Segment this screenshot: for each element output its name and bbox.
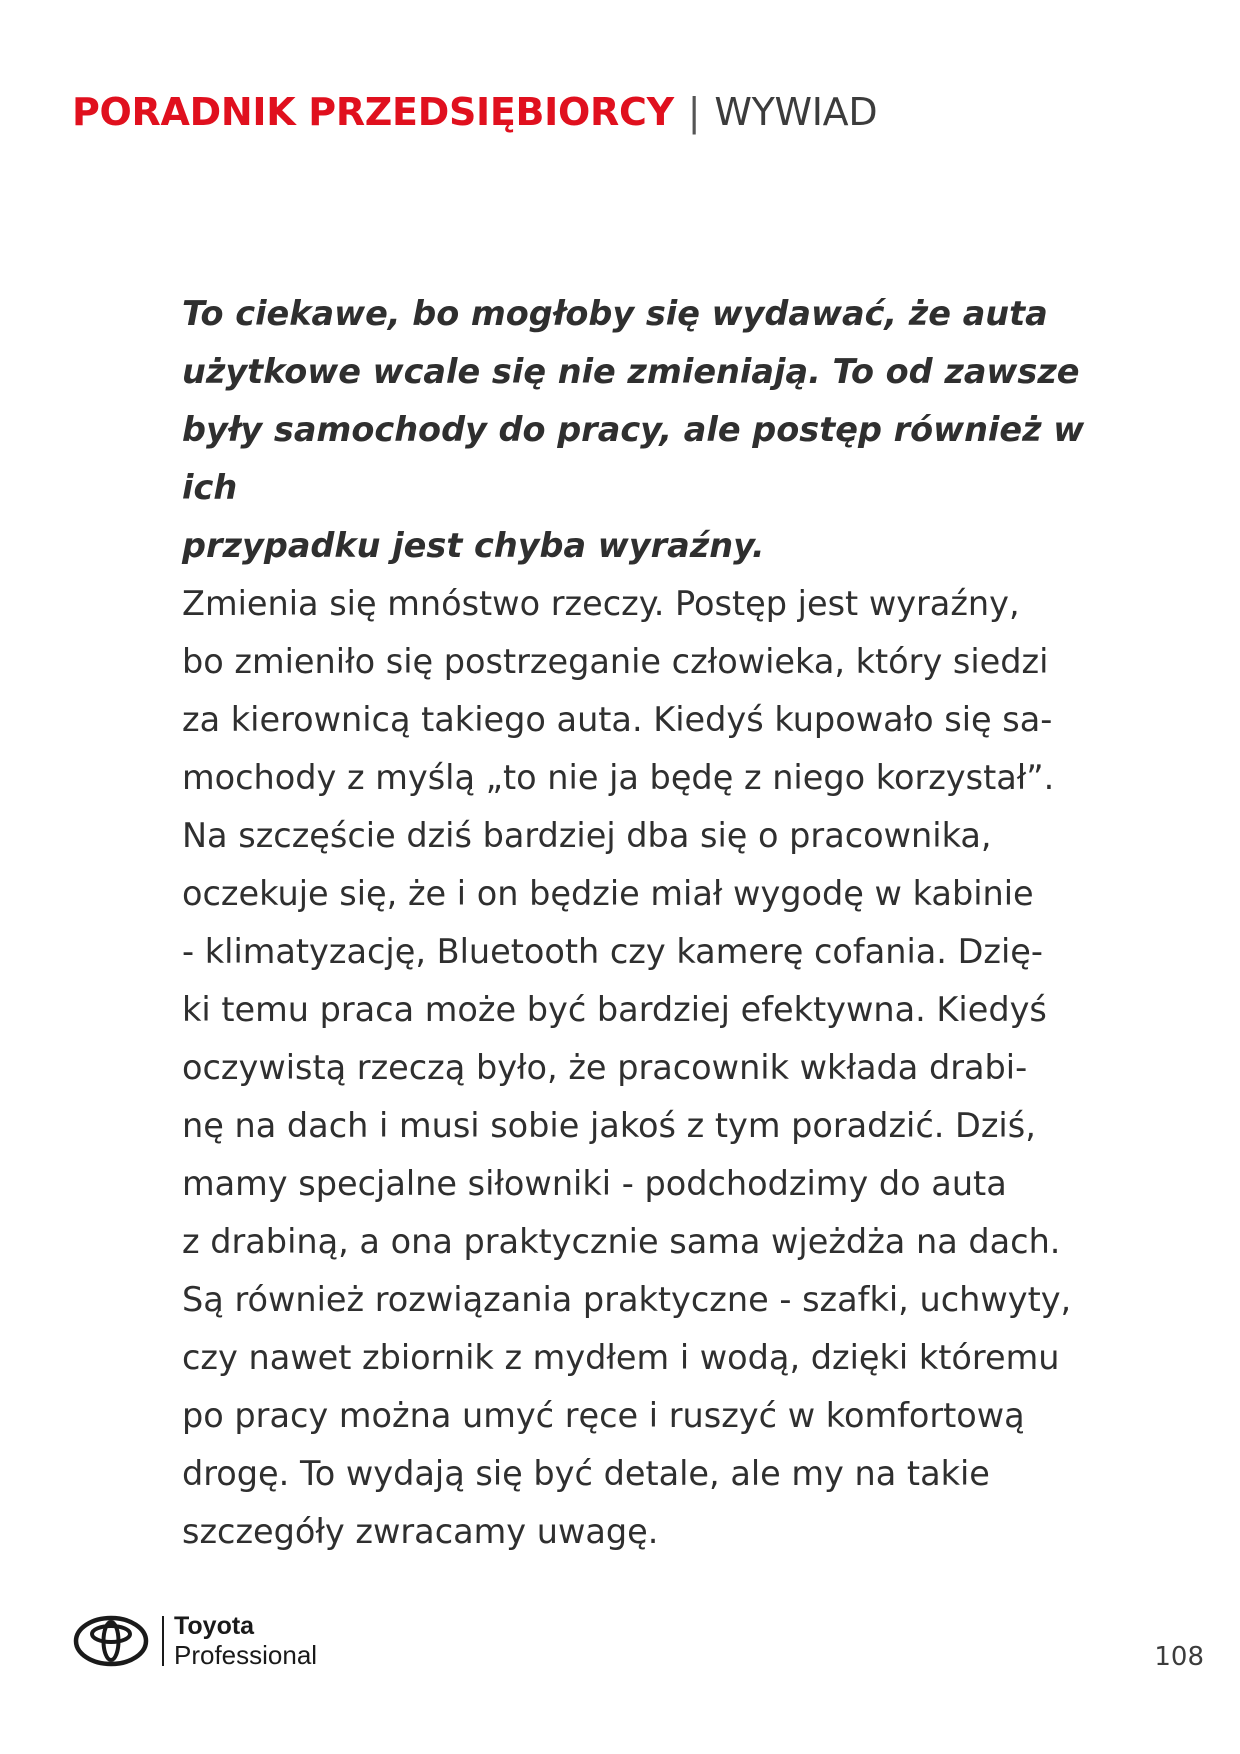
article-body bbox=[182, 285, 1122, 1561]
brand-line: Professional bbox=[174, 1640, 318, 1670]
page-header bbox=[72, 88, 877, 136]
header-separator: | bbox=[687, 90, 701, 134]
answer-line: szczegóły zwracamy uwagę. bbox=[182, 1512, 659, 1551]
answer-line: po pracy można umyć ręce i ruszyć w komfortową bbox=[182, 1396, 1025, 1435]
question-line: użytkowe wcale się nie zmieniają. To od zawsze bbox=[182, 352, 1080, 391]
question-line: były samochody do pracy, ale postęp również w ich bbox=[182, 410, 1085, 507]
brand-name: Toyota bbox=[174, 1612, 255, 1640]
answer-line: oczywistą rzeczą było, że pracownik wkłada drabi- bbox=[182, 1048, 1028, 1087]
toyota-professional-logo bbox=[72, 1612, 317, 1670]
answer-line: z drabiną, a ona praktycznie sama wjeżdża na dach. bbox=[182, 1222, 1061, 1261]
section-title: PORADNIK PRZEDSIĘBIORCY bbox=[72, 90, 674, 134]
answer-line: Są również rozwiązania praktyczne - szafki, uchwyty, bbox=[182, 1280, 1072, 1319]
logo-wordmark bbox=[174, 1612, 317, 1670]
question-line: To ciekawe, bo mogłoby się wydawać, że auta bbox=[182, 294, 1048, 333]
interview-question bbox=[182, 285, 1122, 575]
answer-line: - klimatyzację, Bluetooth czy kamerę cofania. Dzię- bbox=[182, 932, 1043, 971]
answer-line: oczekuje się, że i on będzie miał wygodę w kabinie bbox=[182, 874, 1034, 913]
subsection-title: WYWIAD bbox=[714, 90, 878, 134]
answer-line: Na szczęście dziś bardziej dba się o pracownika, bbox=[182, 816, 992, 855]
page-number: 108 bbox=[1154, 1642, 1204, 1672]
answer-line: mochody z myślą „to nie ja będę z niego korzystał”. bbox=[182, 758, 1055, 797]
answer-line: czy nawet zbiornik z mydłem i wodą, dzięki któremu bbox=[182, 1338, 1060, 1377]
answer-line: mamy specjalne siłowniki - podchodzimy do auta bbox=[182, 1164, 1007, 1203]
answer-line: nę na dach i musi sobie jakoś z tym poradzić. Dziś, bbox=[182, 1106, 1036, 1145]
question-line: przypadku jest chyba wyraźny. bbox=[182, 526, 765, 565]
answer-line: bo zmieniło się postrzeganie człowieka, który siedzi bbox=[182, 642, 1049, 681]
answer-line: drogę. To wydają się być detale, ale my na takie bbox=[182, 1454, 990, 1493]
answer-line: za kierownicą takiego auta. Kiedyś kupowało się sa- bbox=[182, 700, 1053, 739]
logo-divider bbox=[162, 1616, 164, 1666]
answer-line: ki temu praca może być bardziej efektywna. Kiedyś bbox=[182, 990, 1047, 1029]
toyota-emblem-icon bbox=[72, 1614, 150, 1668]
interview-answer bbox=[182, 575, 1122, 1561]
answer-line: Zmienia się mnóstwo rzeczy. Postęp jest wyraźny, bbox=[182, 584, 1020, 623]
